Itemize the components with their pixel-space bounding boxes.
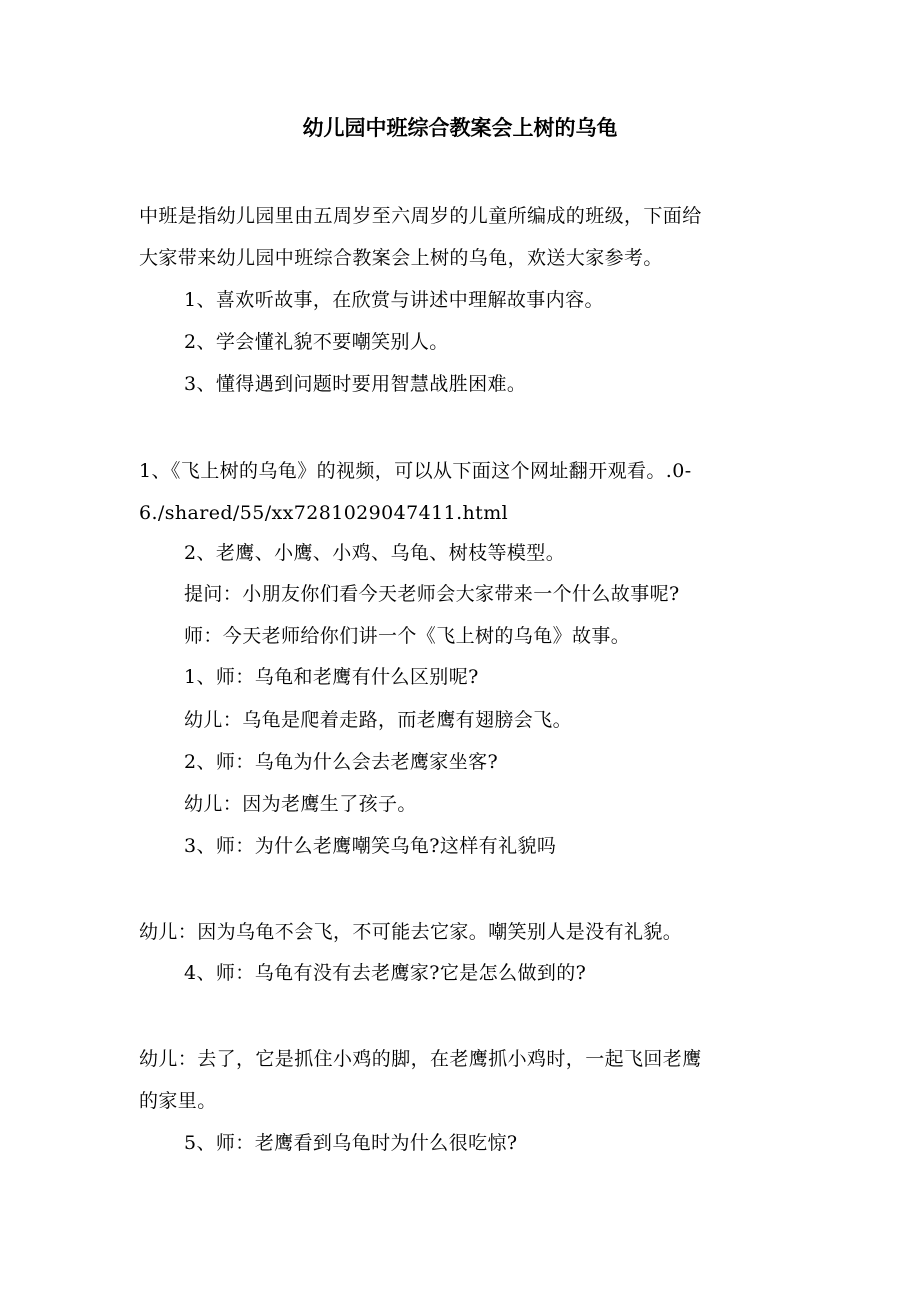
- document-title: 幼儿园中班综合教案会上树的乌龟: [302, 115, 618, 140]
- process-line-3: 1、师：乌龟和老鹰有什么区别呢?: [184, 666, 479, 688]
- process-line-2: 师：今天老师给你们讲一个《飞上树的乌龟》故事。: [184, 625, 631, 647]
- process-line-5: 2、师：乌龟为什么会去老鹰家坐客?: [184, 751, 499, 773]
- answer-4-line-2: 的家里。: [139, 1090, 217, 1112]
- prep-item-1-line-1: 1、《飞上树的乌龟》的视频，可以从下面这个网址翻开观看。.0-: [139, 460, 692, 482]
- answer-4-line-1: 幼儿：去了，它是抓住小鸡的脚，在老鹰抓小鸡时，一起飞回老鹰: [139, 1048, 702, 1070]
- process-line-6: 幼儿：因为老鹰生了孩子。: [184, 793, 417, 815]
- answer-3: 幼儿：因为乌龟不会飞，不可能去它家。嘲笑别人是没有礼貌。: [139, 921, 683, 943]
- intro-paragraph-line-1: 中班是指幼儿园里由五周岁至六周岁的儿童所编成的班级，下面给: [139, 205, 702, 227]
- process-line-4: 幼儿：乌龟是爬着走路，而老鹰有翅膀会飞。: [184, 709, 573, 731]
- process-line-7: 3、师：为什么老鹰嘲笑乌龟?这样有礼貌吗: [184, 835, 557, 857]
- intro-paragraph-line-2: 大家带来幼儿园中班综合教案会上树的乌龟，欢送大家参考。: [139, 247, 663, 269]
- goal-item-2: 2、学会懂礼貌不要嘲笑别人。: [184, 331, 449, 353]
- question-5: 5、师：老鹰看到乌龟时为什么很吃惊?: [184, 1132, 518, 1154]
- prep-item-1-line-2: 6./shared/55/xx7281029047411.html: [139, 502, 509, 524]
- goal-item-1: 1、喜欢听故事，在欣赏与讲述中理解故事内容。: [184, 289, 604, 311]
- goal-item-3: 3、懂得遇到问题时要用智慧战胜困难。: [184, 373, 527, 395]
- prep-item-2: 2、老鹰、小鹰、小鸡、乌龟、树枝等模型。: [184, 542, 566, 564]
- question-4: 4、师：乌龟有没有去老鹰家?它是怎么做到的?: [184, 962, 587, 984]
- process-line-1: 提问：小朋友你们看今天老师会大家带来一个什么故事呢?: [184, 583, 680, 605]
